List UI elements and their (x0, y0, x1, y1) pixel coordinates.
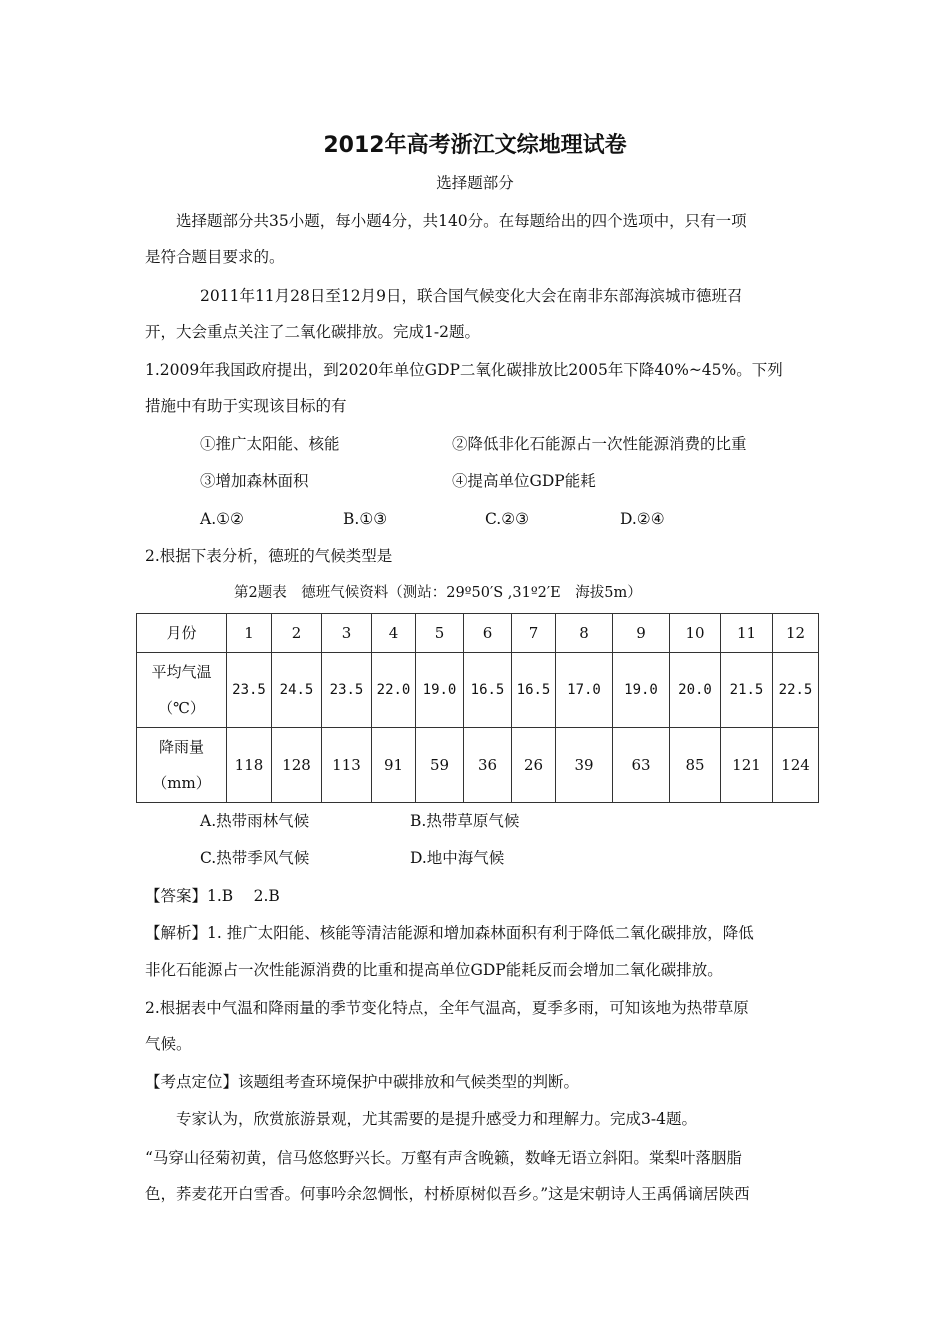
temp-cell: 23.5 (322, 653, 372, 728)
analysis-line: 2.根据表中气温和降雨量的季节变化特点，全年气温高，夏季多雨，可知该地为热带草原 (145, 999, 749, 1017)
temp-cell: 23.5 (227, 653, 272, 728)
paragraph-line: 是符合题目要求的。 (145, 248, 285, 266)
option-b: B.①③ (343, 510, 388, 528)
temp-cell: 22.0 (372, 653, 416, 728)
rain-cell: 121 (721, 728, 773, 803)
month-cell: 7 (512, 614, 556, 653)
temp-cell: 17.0 (556, 653, 613, 728)
row-label (137, 728, 227, 803)
paragraph-line: 专家认为，欣赏旅游景观，尤其需要的是提升感受力和理解力。完成3-4题。 (176, 1110, 697, 1128)
month-cell: 1 (227, 614, 272, 653)
option-d: D.地中海气候 (410, 849, 505, 867)
rain-cell: 124 (773, 728, 819, 803)
option-b: B.热带草原气候 (410, 812, 520, 830)
month-cell: 11 (721, 614, 773, 653)
topic-line: 【考点定位】该题组考查环境保护中碳排放和气候类型的判断。 (145, 1073, 580, 1091)
month-cell: 9 (613, 614, 670, 653)
rain-cell: 36 (464, 728, 512, 803)
rain-cell: 85 (670, 728, 721, 803)
rain-cell: 39 (556, 728, 613, 803)
table-row (137, 653, 819, 728)
month-cell: 4 (372, 614, 416, 653)
paragraph-line: 2011年11月28日至12月9日，联合国气候变化大会在南非东部海滨城市德班召 (200, 287, 743, 305)
option-c: C.热带季风气候 (200, 849, 310, 867)
table-caption: 第2题表 德班气候资料（测站：29º50′S ,31º2′E 海拔5m） (234, 585, 642, 601)
paragraph-line: 措施中有助于实现该目标的有 (145, 397, 347, 415)
month-cell: 5 (416, 614, 464, 653)
header-cell: 月份 (137, 614, 227, 653)
option-a: A.①② (200, 510, 244, 528)
analysis-line: 【解析】1. 推广太阳能、核能等清洁能源和增加森林面积有利于降低二氧化碳排放，降低 (145, 924, 754, 942)
statement-1: ①推广太阳能、核能 (200, 435, 340, 453)
question-2: 2.根据下表分析，德班的气候类型是 (145, 547, 393, 565)
question-1: 1.2009年我国政府提出，到2020年单位GDP二氧化碳排放比2005年下降40%~45%。下列 (145, 361, 783, 379)
rain-cell: 26 (512, 728, 556, 803)
option-c: C.②③ (485, 510, 530, 528)
answer: 【答案】1.B 2.B (145, 887, 280, 905)
poem-line: 色，荞麦花开白雪香。何事吟余忽惆怅，村桥原树似吾乡。”这是宋朝诗人王禹偁谪居陕西 (145, 1185, 750, 1203)
month-cell: 3 (322, 614, 372, 653)
analysis-line: 气候。 (145, 1035, 192, 1053)
statement-2: ②降低非化石能源占一次性能源消费的比重 (452, 435, 747, 453)
rain-cell: 91 (372, 728, 416, 803)
paragraph-line: 选择题部分共35小题，每小题4分，共140分。在每题给出的四个选项中，只有一项 (176, 212, 747, 230)
row-label-unit: （mm） (152, 774, 211, 792)
option-a: A.热带雨林气候 (200, 812, 310, 830)
month-cell: 12 (773, 614, 819, 653)
temp-cell: 19.0 (613, 653, 670, 728)
month-cell: 2 (272, 614, 322, 653)
climate-table (136, 613, 819, 803)
temp-cell: 24.5 (272, 653, 322, 728)
temp-cell: 16.5 (464, 653, 512, 728)
row-label-line: 降雨量 (158, 738, 204, 756)
temp-cell: 16.5 (512, 653, 556, 728)
option-d: D.②④ (620, 510, 665, 528)
temp-cell: 20.0 (670, 653, 721, 728)
section-heading: 选择题部分 (436, 174, 514, 192)
row-label-unit: （℃） (158, 699, 205, 717)
rain-cell: 59 (416, 728, 464, 803)
statement-4: ④提高单位GDP能耗 (452, 472, 596, 490)
table-row (137, 614, 819, 653)
month-cell: 10 (670, 614, 721, 653)
row-label (137, 653, 227, 728)
document-title: 2012年高考浙江文综地理试卷 (323, 133, 627, 158)
temp-cell: 22.5 (773, 653, 819, 728)
month-cell: 6 (464, 614, 512, 653)
temp-cell: 21.5 (721, 653, 773, 728)
rain-cell: 63 (613, 728, 670, 803)
row-label-line: 平均气温 (151, 663, 212, 681)
temp-cell: 19.0 (416, 653, 464, 728)
rain-cell: 128 (272, 728, 322, 803)
poem-line: “马穿山径菊初黄，信马悠悠野兴长。万壑有声含晚籁，数峰无语立斜阳。棠梨叶落胭脂 (145, 1149, 742, 1167)
table-row (137, 728, 819, 803)
statement-3: ③增加森林面积 (200, 472, 309, 490)
month-cell: 8 (556, 614, 613, 653)
rain-cell: 113 (322, 728, 372, 803)
paragraph-line: 开，大会重点关注了二氧化碳排放。完成1-2题。 (145, 323, 480, 341)
analysis-line: 非化石能源占一次性能源消费的比重和提高单位GDP能耗反而会增加二氧化碳排放。 (145, 961, 723, 979)
rain-cell: 118 (227, 728, 272, 803)
